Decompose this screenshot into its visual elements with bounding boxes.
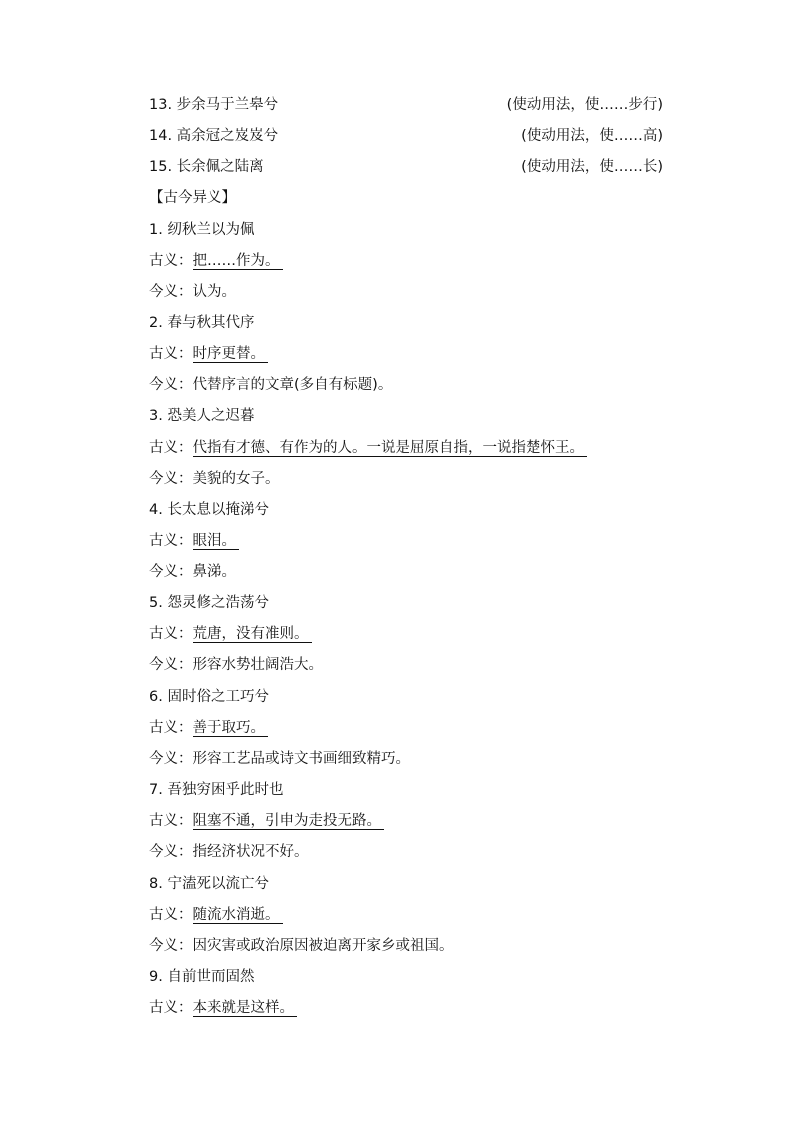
modern-meaning [149,934,669,958]
ancient-label: 古义： [149,626,193,642]
usage-phrase: 步余马于兰皋兮 [176,97,279,113]
item-number: 15. [149,159,173,175]
item-heading [149,965,669,989]
ancient-meaning [149,529,669,553]
usage-item [149,155,669,179]
modern-meaning [149,373,669,397]
modern-answer: 指经济状况不好。 [192,844,309,860]
ancient-label: 古义： [149,813,193,829]
item-phrase: 恐美人之迟暮 [167,408,255,424]
ancient-answer: 阻塞不通，引申为走投无路。 [193,813,385,830]
modern-meaning [149,467,669,491]
item-number: 13. [149,97,173,113]
item-heading [149,218,669,242]
item-number: 6. [149,689,163,705]
ancient-label: 古义： [149,346,193,362]
ancient-meaning [149,342,669,366]
ancient-meaning [149,622,669,646]
section-title: 【古今异义】 [149,190,236,206]
item-phrase: 怨灵修之浩荡兮 [167,595,269,611]
modern-answer: 代替序言的文章(多自有标题)。 [192,377,393,393]
ancient-meaning [149,996,669,1020]
item-phrase: 吾独穷困乎此时也 [167,782,284,798]
item-number: 14. [149,128,173,144]
modern-answer: 美貌的女子。 [192,471,280,487]
modern-meaning [149,840,669,864]
ancient-meaning [149,249,669,273]
usage-note: (使动用法，使……长) [521,159,663,175]
item-heading [149,778,669,802]
modern-answer: 形容工艺品或诗文书画细致精巧。 [192,751,410,767]
ancient-label: 古义： [149,440,193,456]
item-number: 1. [149,222,163,238]
item-heading [149,404,669,428]
item-number: 9. [149,969,163,985]
item-phrase: 自前世而固然 [167,969,255,985]
item-phrase: 春与秋其代序 [167,315,255,331]
ancient-label: 古义： [149,907,193,923]
modern-meaning [149,653,669,677]
item-phrase: 纫秋兰以为佩 [167,222,255,238]
item-number: 7. [149,782,163,798]
item-phrase: 长太息以掩涕兮 [167,502,269,518]
modern-answer: 认为。 [192,284,236,300]
ancient-answer: 善于取巧。 [193,720,269,737]
ancient-meaning [149,716,669,740]
modern-answer: 因灾害或政治原因被迫离开家乡或祖国。 [192,938,454,954]
modern-meaning [149,747,669,771]
modern-label: 今义： [149,844,193,860]
ancient-label: 古义： [149,720,193,736]
usage-note: (使动用法，使……步行) [506,97,663,113]
item-heading [149,685,669,709]
ancient-answer: 荒唐，没有准则。 [193,626,312,643]
item-phrase: 宁溘死以流亡兮 [167,876,269,892]
modern-meaning [149,280,669,304]
usage-phrase: 长余佩之陆离 [176,159,264,175]
usage-phrase: 高余冠之岌岌兮 [176,128,279,144]
modern-answer: 形容水势壮阔浩大。 [192,657,323,673]
item-heading [149,311,669,335]
modern-label: 今义： [149,564,193,580]
modern-label: 今义： [149,657,193,673]
usage-item [149,93,669,117]
item-heading [149,591,669,615]
modern-meaning [149,560,669,584]
modern-label: 今义： [149,751,193,767]
item-number: 5. [149,595,163,611]
modern-answer: 鼻涕。 [192,564,236,580]
item-number: 3. [149,408,163,424]
item-number: 4. [149,502,163,518]
ancient-answer: 眼泪。 [193,533,240,550]
ancient-label: 古义： [149,1000,193,1016]
usage-note: (使动用法，使……高) [521,128,663,144]
item-heading [149,872,669,896]
item-phrase: 固时俗之工巧兮 [167,689,269,705]
modern-label: 今义： [149,938,193,954]
ancient-answer: 随流水消逝。 [193,907,283,924]
modern-label: 今义： [149,284,193,300]
item-number: 8. [149,876,163,892]
modern-label: 今义： [149,471,193,487]
ancient-meaning [149,903,669,927]
ancient-label: 古义： [149,533,193,549]
usage-item [149,124,669,148]
item-heading [149,498,669,522]
ancient-meaning [149,436,669,460]
ancient-answer: 本来就是这样。 [193,1000,298,1017]
ancient-meaning [149,809,669,833]
item-number: 2. [149,315,163,331]
ancient-label: 古义： [149,253,193,269]
ancient-answer: 把……作为。 [193,253,283,270]
modern-label: 今义： [149,377,193,393]
ancient-answer: 时序更替。 [193,346,269,363]
ancient-answer: 代指有才德、有作为的人。一说是屈原自指，一说指楚怀王。 [193,440,588,457]
